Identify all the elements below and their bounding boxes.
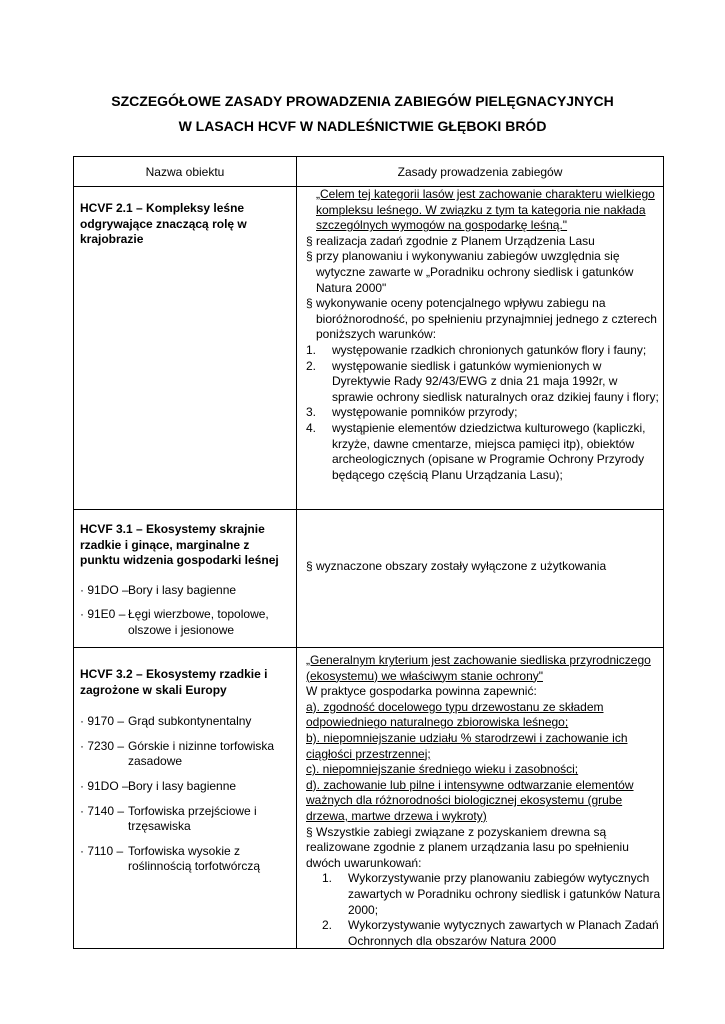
list-item: 3. występowanie pomników przyrody; bbox=[306, 405, 518, 420]
row3-quote: „Generalnym kryterium jest zachowanie siedliska przyrodniczego (ekosystemu) we właściwym stanie ochrony" bbox=[306, 653, 651, 683]
row3-requirement-d: d). zachowanie lub pilne i intensywne odtwarzanie elementów ważnych dla różnorodności biologicznej ekosystemu (grube drzewa, martwe drzewa i wykroty) bbox=[306, 777, 634, 823]
habitat-item: · 9170 – Grąd subkontynentalny bbox=[80, 714, 252, 729]
row1-object-name: HCVF 2.1 – Kompleksy leśne odgrywające znaczącą rolę w krajobrazie bbox=[80, 201, 247, 247]
list-item: 1. Wykorzystywanie przy planowaniu zabiegów wytycznych zawartych w Poradniku ochrony siedlisk i gatunków Natura 2000; bbox=[322, 871, 661, 917]
habitat-item: · 91E0 – Łęgi wierzbowe, topolowe, olszowe i jesionowe bbox=[80, 607, 269, 637]
row3-object bbox=[80, 667, 288, 875]
row1-quote: „Celem tej kategorii lasów jest zachowanie charakteru wielkiego kompleksu leśnego. W związku z tym ta kategoria nie nakłada szczególnych wymogów na gospodarkę leśną." bbox=[316, 187, 655, 233]
row1-paragraph-2: § przy planowaniu i wykonywaniu zabiegów uwzględnia się wytyczne zawarte w „Poradniku ochrony siedlisk i gatunków Natura 2000" bbox=[306, 249, 634, 295]
document-title-line-1: SZCZEGÓŁOWE ZASADY PROWADZENIA ZABIEGÓW PIELĘGNACYJNYCH bbox=[111, 93, 614, 109]
list-item: 4. wystąpienie elementów dziedzictwa kulturowego (kapliczki, krzyże, dawne cmentarze, miejsca pamięci itp), obiektów archeologicznych (opisane w Programie Ochrony Przyrody będącego częścią Planu Urządzania Lasu); bbox=[306, 420, 646, 482]
header-object-name: Nazwa obiektu bbox=[145, 165, 225, 179]
row3-requirement-a: a). zgodność docelowego typu drzewostanu ze składem odpowiedniego naturalnego zbiorowiska leśnego; bbox=[306, 699, 604, 730]
habitat-item: · 7110 – Torfowiska wysokie z roślinnością torfotwórczą bbox=[80, 843, 261, 874]
row3-intro: W praktyce gospodarka powinna zapewnić: bbox=[306, 684, 537, 699]
row1-rules bbox=[306, 187, 662, 483]
row2-object-name: HCVF 3.1 – Ekosystemy skrajnie rzadkie i ginące, marginalne z punktu widzenia gospodarki leśnej bbox=[80, 522, 279, 568]
column-divider bbox=[296, 157, 297, 948]
document-title-line-2: W LASACH HCVF W NADLEŚNICTWIE GŁĘBOKI BRÓD bbox=[178, 118, 547, 134]
list-item: 1. występowanie rzadkich chronionych gatunków flory i fauny; bbox=[306, 342, 647, 357]
list-item: 2. Wykorzystywanie wytycznych zawartych w Planach Zadań Ochronnych dla obszarów Natura 2000 bbox=[322, 918, 659, 948]
row3-object-name: HCVF 3.2 – Ekosystemy rzadkie i zagrożone w skali Europy bbox=[80, 667, 268, 697]
row1-paragraph-3: § wykonywanie oceny potencjalnego wpływu zabiegu na bioróżnorodność, po spełnieniu przynajmniej jednego z czterech poniższych warunków: bbox=[306, 296, 657, 342]
header-rules: Zasady prowadzenia zabiegów bbox=[397, 165, 563, 179]
row3-requirement-b: b). niepomniejszanie udziału % starodrzewi i zachowanie ich ciągłości przestrzennej; bbox=[306, 730, 628, 761]
row2-rule: § wyznaczone obszary zostały wyłączone z użytkowania bbox=[306, 559, 607, 573]
row3-paragraph: § Wszystkie zabiegi związane z pozyskaniem drewna są realizowane zgodnie z planem urządzania lasu po spełnieniu dwóch uwarunkowań: bbox=[306, 824, 629, 870]
list-item: 2. występowanie siedlisk i gatunków wymienionych w Dyrektywie Rady 92/43/EWG z dnia 21 maja 1992r, w sprawie ochrony siedlisk naturalnych oraz dzikiej fauny i flory; bbox=[306, 358, 659, 404]
row-divider-1 bbox=[74, 509, 663, 510]
habitat-item: · 91DO – Bory i lasy bagienne bbox=[80, 582, 237, 597]
row1-paragraph-1: § realizacja zadań zgodnie z Planem Urządzenia Lasu bbox=[306, 233, 595, 248]
habitat-item: · 91DO – Bory i lasy bagienne bbox=[80, 778, 237, 793]
row3-rules bbox=[306, 653, 662, 949]
habitat-item: · 7140 – Torfowiska przejściowe i trzęsawiska bbox=[80, 803, 257, 834]
rules-table bbox=[73, 156, 664, 949]
row-divider-2 bbox=[74, 647, 663, 648]
row3-requirement-c: c). niepomniejszanie średniego wieku i zasobności; bbox=[306, 762, 579, 777]
row2-object bbox=[80, 522, 288, 639]
habitat-item: · 7230 – Górskie i nizinne torfowiska zasadowe bbox=[80, 738, 275, 769]
